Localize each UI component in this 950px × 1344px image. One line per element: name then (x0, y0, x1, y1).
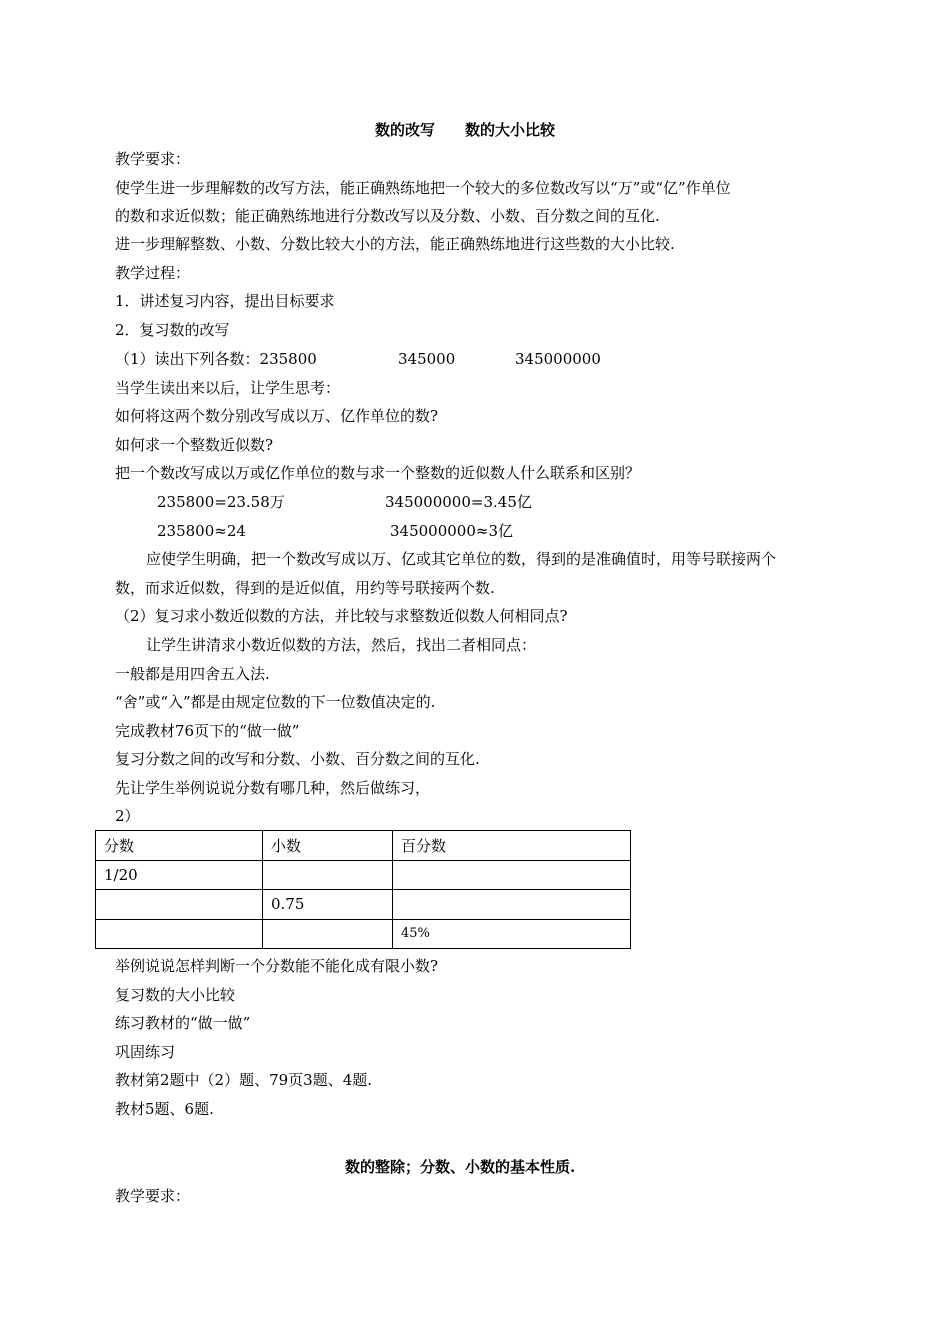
table-cell (96, 890, 263, 920)
table-cell (393, 890, 631, 920)
table-row (96, 890, 631, 920)
table-header-cell: 百分数 (393, 831, 631, 861)
paragraph-line: 使学生进一步理解数的改写方法，能正确熟练地把一个较大的多位数改写以“万”或“亿”作单位 (115, 179, 731, 197)
table-cell: 0.75 (263, 890, 393, 920)
requirements-label: 教学要求： (115, 1187, 191, 1205)
conversion-table (95, 830, 631, 949)
paragraph-line: 教材第2题中（2）题、79页3题、4题. (115, 1071, 373, 1089)
table-cell: 1/20 (96, 860, 263, 890)
example-equation: 345000000≈3亿 (390, 522, 514, 540)
paragraph-line: 应使学生明确，把一个数改写成以万、亿或其它单位的数，得到的是准确值时，用等号联接两个 (146, 550, 777, 568)
paragraph-line: 先让学生举例说说分数有哪几种，然后做练习， (115, 779, 431, 797)
table-label: 2） (115, 807, 140, 825)
paragraph-line: 巩固练习 (115, 1043, 176, 1061)
paragraph-line: 练习教材的“做一做” (115, 1014, 251, 1032)
paragraph-line: 完成教材76页下的“做一做” (115, 722, 300, 740)
paragraph-line: 如何将这两个数分别改写成以万、亿作单位的数? (115, 407, 439, 425)
example-equation: 345000000=3.45亿 (385, 493, 532, 511)
paragraph-line: 进一步理解整数、小数、分数比较大小的方法，能正确熟练地进行这些数的大小比较. (115, 235, 675, 253)
paragraph-line: 让学生讲清求小数近似数的方法，然后，找出二者相同点： (146, 636, 537, 654)
table-row (96, 919, 631, 949)
requirements-label: 教学要求： (115, 150, 191, 168)
table-header-cell: 小数 (263, 831, 393, 861)
table-header-cell: 分数 (96, 831, 263, 861)
question-line: （1）读出下列各数：235800 (115, 350, 317, 368)
table-cell (263, 919, 393, 949)
paragraph-line: 复习分数之间的改写和分数、小数、百分数之间的互化. (115, 750, 480, 768)
table-cell: 45% (393, 919, 631, 949)
section-title: 数的整除；分数、小数的基本性质. (345, 1158, 576, 1176)
table-row (96, 860, 631, 890)
table-cell (393, 860, 631, 890)
paragraph-line: 数，而求近似数，得到的是近似值，用约等号联接两个数. (115, 579, 495, 597)
step-item: 2．复习数的改写 (115, 321, 230, 339)
process-label: 教学过程： (115, 264, 191, 282)
number-value: 345000000 (515, 350, 601, 368)
paragraph-line: 一般都是用四舍五入法. (115, 665, 270, 683)
paragraph-line: 如何求一个整数近似数? (115, 436, 274, 454)
section-title: 数的改写 数的大小比较 (375, 121, 556, 139)
paragraph-line: 当学生读出来以后，让学生思考： (115, 379, 341, 397)
paragraph-line: 把一个数改写成以万或亿作单位的数与求一个整数的近似数人什么联系和区别？ (115, 464, 641, 482)
paragraph-line: 复习数的大小比较 (115, 986, 236, 1004)
paragraph-line: 教材5题、6题. (115, 1100, 214, 1118)
table-cell (263, 860, 393, 890)
step-item: 1．讲述复习内容，提出目标要求 (115, 292, 335, 310)
number-value: 345000 (398, 350, 456, 368)
paragraph-line: 的数和求近似数；能正确熟练地进行分数改写以及分数、小数、百分数之间的互化. (115, 207, 660, 225)
table-cell (96, 919, 263, 949)
question-line: （2）复习求小数近似数的方法，并比较与求整数近似数人何相同点? (115, 607, 568, 625)
paragraph-line: “舍”或“入”都是由规定位数的下一位数值决定的. (115, 693, 436, 711)
example-equation: 235800≈24 (157, 522, 246, 540)
table-header-row (96, 831, 631, 861)
example-equation: 235800=23.58万 (157, 493, 285, 511)
paragraph-line: 举例说说怎样判断一个分数能不能化成有限小数? (115, 957, 439, 975)
